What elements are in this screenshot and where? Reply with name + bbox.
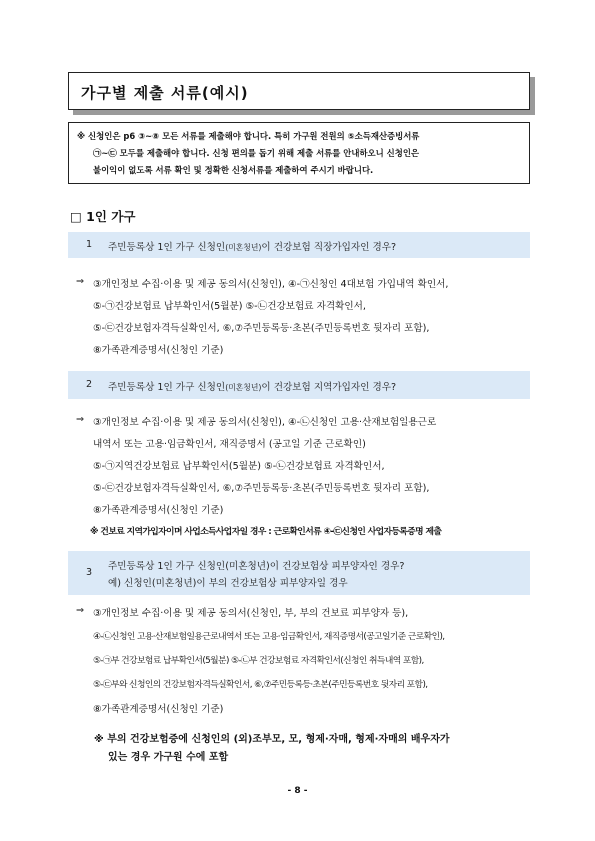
- page-number: - 8 -: [287, 786, 308, 796]
- case-3-note-line-1: ※ 부의 건강보험증에 신청인의 (외)조부모, 모, 형제·자매, 형제·자매의 배우자가: [94, 734, 450, 745]
- notice-box: [68, 122, 530, 184]
- section-title: □ 1인 가구: [70, 209, 136, 224]
- case-1-arrow: ⇒: [76, 276, 85, 287]
- case-1-question-text-a: 주민등록상 1인 가구 신청인: [108, 242, 226, 253]
- page-title-box: [68, 72, 530, 110]
- case-2-doc-line-3: ⑤-㉠지역건강보험료 납부확인서(5월분) ⑤-㉡건강보험료 자격확인서,: [93, 461, 385, 472]
- case-1-question: [108, 239, 396, 253]
- case-1-question-bar: [68, 232, 530, 258]
- notice-line-3: 불이익이 없도록 서류 확인 및 정확한 신청서류를 제출하여 주시기 바랍니다.: [93, 165, 374, 175]
- case-3-doc-line-2: ④-㉡신청인 고용·산재보험일용근로내역서 또는 고용·임금확인서, 재직증명서(공고일기준 근로확인),: [93, 632, 445, 642]
- case-3-doc-line-4: ⑤-㉢부와 신청인의 건강보험자격득실확인서, ⑥,⑦주민등록등·초본(주민등록번호 뒷자리 포함),: [93, 680, 428, 690]
- case-2-doc-line-1: ③개인정보 수집·이용 및 제공 동의서(신청인), ④-㉡신청인 고용·산재보험일용근로: [93, 417, 437, 428]
- case-2-question-text-b: 이 건강보험 지역가입자인 경우?: [261, 382, 397, 393]
- case-2-question: [108, 379, 396, 393]
- case-3-number: 3: [86, 567, 93, 578]
- case-1-number: 1: [86, 239, 93, 250]
- case-2-arrow: ⇒: [76, 414, 85, 425]
- case-2-question-text-a: 주민등록상 1인 가구 신청인: [108, 382, 226, 393]
- case-3-arrow: ⇒: [76, 605, 85, 616]
- notice-line-1: ※ 신청인은 p6 ③~⑧ 모든 서류를 제출해야 합니다. 특히 가구원 전원의 ⑤소득재산증빙서류: [77, 131, 420, 141]
- case-3-question-line-1: 주민등록상 1인 가구 신청인(미혼청년)이 건강보험상 피부양자인 경우?: [108, 561, 405, 572]
- case-3-doc-line-3: ⑤-㉠부 건강보험료 납부확인서(5월분) ⑤-㉡부 건강보험료 자격확인서(신청인 취득내역 포함),: [93, 656, 424, 666]
- case-2-note: ※ 건보료 지역가입자이며 사업소득사업자일 경우 : 근로확인서류 ④-㉢신청인 사업자등록증명 제출: [90, 527, 442, 537]
- notice-line-2: ㉠~㉢ 모두를 제출해야 합니다. 신청 편의를 돕기 위해 제출 서류를 안내하오니 신청인은: [93, 148, 419, 158]
- case-1-doc-line-1: ③개인정보 수집·이용 및 제공 동의서(신청인), ④-㉠신청인 4대보험 가입내역 확인서,: [93, 279, 449, 290]
- case-3-doc-line-1: ③개인정보 수집·이용 및 제공 동의서(신청인, 부, 부의 건보료 피부양자 등),: [93, 608, 409, 619]
- case-1-doc-line-4: ⑧가족관계증명서(신청인 기준): [93, 345, 224, 356]
- case-2-doc-line-2: 내역서 또는 고용·임금확인서, 재직증명서 (공고일 기준 근로확인): [93, 439, 366, 450]
- case-3-note-line-2: 있는 경우 가구원 수에 포함: [108, 752, 229, 763]
- case-3-doc-line-5: ⑧가족관계증명서(신청인 기준): [93, 704, 224, 715]
- case-3-question-bar: [68, 551, 530, 595]
- case-3-question-line-2: 예) 신청인(미혼청년)이 부의 건강보험상 피부양자일 경우: [108, 578, 348, 589]
- page-title: 가구별 제출 서류(예시): [81, 84, 249, 102]
- case-2-doc-line-5: ⑧가족관계증명서(신청인 기준): [93, 505, 224, 516]
- case-2-number: 2: [86, 379, 93, 390]
- case-1-question-small: (미혼청년): [225, 243, 262, 252]
- case-1-doc-line-2: ⑤-㉠건강보험료 납부확인서(5월분) ⑤-㉡건강보험료 자격확인서,: [93, 301, 366, 312]
- case-2-question-small: (미혼청년): [225, 383, 262, 392]
- case-2-question-bar: [68, 371, 530, 399]
- case-1-doc-line-3: ⑤-㉢건강보험자격득실확인서, ⑥,⑦주민등록등·초본(주민등록번호 뒷자리 포함),: [93, 323, 430, 334]
- case-1-question-text-b: 이 건강보험 직장가입자인 경우?: [261, 242, 397, 253]
- case-2-doc-line-4: ⑤-㉢건강보험자격득실확인서, ⑥,⑦주민등록등·초본(주민등록번호 뒷자리 포함),: [93, 483, 430, 494]
